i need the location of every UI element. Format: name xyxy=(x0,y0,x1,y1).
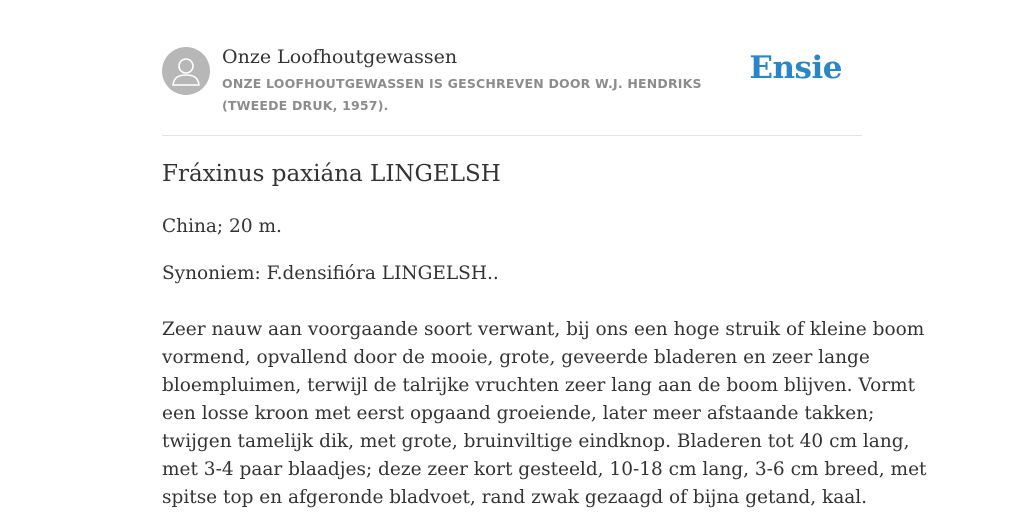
body-line: bloempluimen, terwijl de talrijke vruchten zeer lang aan de boom blijven. Vormt xyxy=(162,375,916,396)
entry-origin: China; 20 m. xyxy=(162,216,282,237)
body-line: vormend, opvallend door de mooie, grote, geveerde bladeren en zeer lange xyxy=(162,347,870,368)
body-line: met 3-4 paar blaadjes; deze zeer kort gesteeld, 10-18 cm lang, 3-6 cm breed, met xyxy=(162,459,927,480)
brand-logo[interactable]: Ensie xyxy=(749,50,842,86)
source-description: ONZE LOOFHOUTGEWASSEN IS GESCHREVEN DOOR W.J. HENDRIKS (TWEEDE DRUK, 1957). xyxy=(222,76,702,113)
entry-body xyxy=(162,316,927,512)
user-icon[interactable] xyxy=(162,47,210,95)
source-title[interactable]: Onze Loofhoutgewassen xyxy=(222,46,458,68)
body-line: Zeer nauw aan voorgaande soort verwant, bij ons een hoge struik of kleine boom xyxy=(162,319,925,340)
body-line: spitse top en afgeronde bladvoet, rand zwak gezaagd of bijna getand, kaal. xyxy=(162,487,868,508)
body-line: twijgen tamelijk dik, met grote, bruinviltige eindknop. Bladeren tot 40 cm lang, xyxy=(162,431,910,452)
entry-title: Fráxinus paxiána LINGELSH xyxy=(162,161,501,187)
entry-content xyxy=(162,150,927,512)
source-header xyxy=(162,44,862,136)
body-line: een losse kroon met eerst opgaand groeiende, later meer afstaande takken; xyxy=(162,403,875,424)
entry-synonym: Synoniem: F.densifióra LINGELSH.. xyxy=(162,263,499,284)
